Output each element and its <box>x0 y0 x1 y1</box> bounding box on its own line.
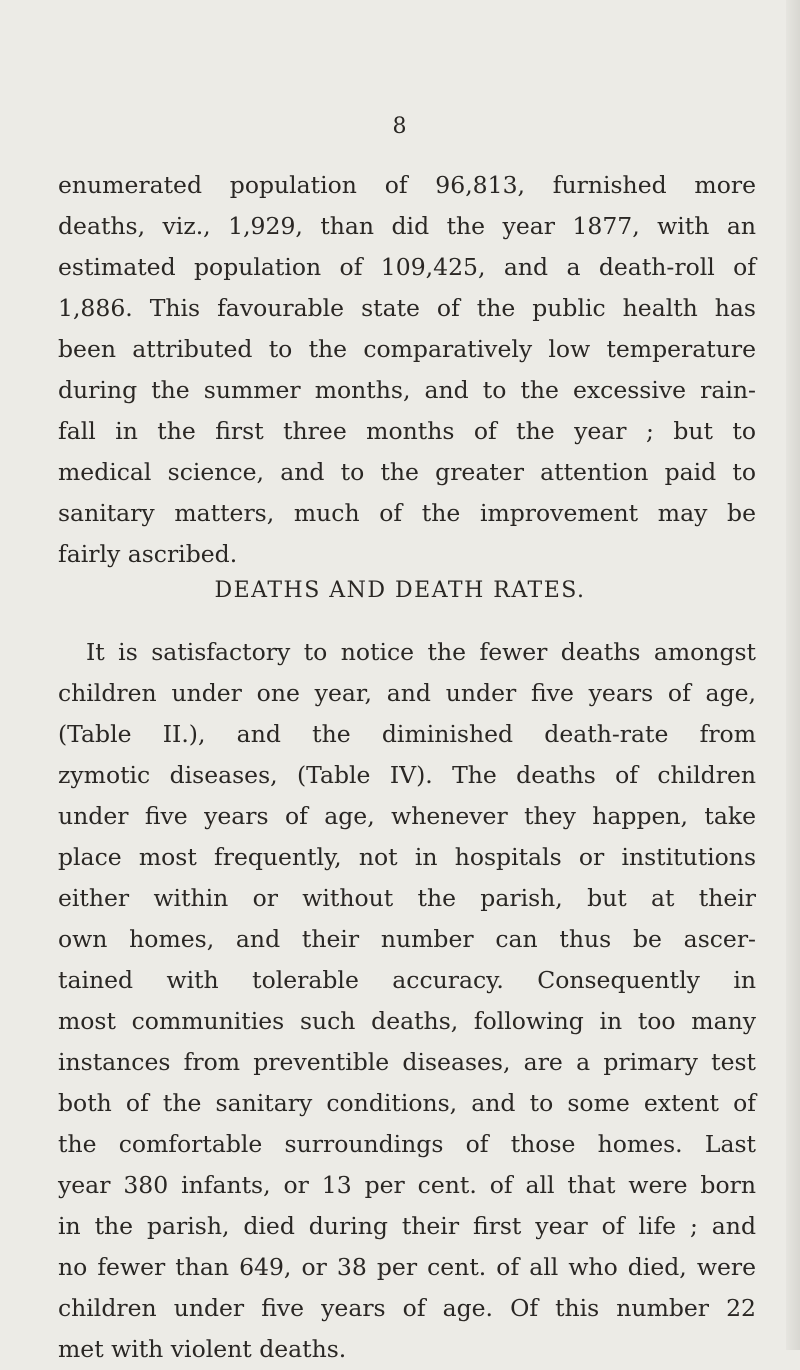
text-line: deaths, viz., 1,929, than did the year 1877, with an <box>58 212 756 240</box>
text-line: estimated population of 109,425, and a death-roll of <box>58 253 756 281</box>
text-line: sanitary matters, much of the improvement may be <box>58 499 756 527</box>
text-line: fairly ascribed. <box>58 540 238 568</box>
text-line: tained with tolerable accuracy. Consequently in <box>58 966 756 994</box>
text-line: children under one year, and under five years of age, <box>58 679 756 707</box>
text-line: enumerated population of 96,813, furnished more <box>58 171 756 199</box>
text-line: both of the sanitary conditions, and to some extent of <box>58 1089 756 1117</box>
page-number: 8 <box>392 114 408 139</box>
text-line: instances from preventible diseases, are a primary test <box>58 1048 756 1076</box>
text-line: It is satisfactory to notice the fewer deaths amongst <box>86 638 756 666</box>
text-line: no fewer than 649, or 38 per cent. of all who died, were <box>58 1253 756 1281</box>
text-line: place most frequently, not in hospitals or institutions <box>58 843 756 871</box>
section-heading: DEATHS AND DEATH RATES. <box>214 578 586 603</box>
text-line: most communities such deaths, following in too many <box>58 1007 756 1035</box>
text-line: children under five years of age. Of this number 22 <box>58 1294 756 1322</box>
text-line: met with violent deaths. <box>58 1335 347 1363</box>
text-line: (Table II.), and the diminished death-rate from <box>58 720 756 748</box>
text-line: in the parish, died during their first year of life ; and <box>58 1212 756 1240</box>
text-line: under five years of age, whenever they happen, take <box>58 802 756 830</box>
paragraph-1 <box>58 165 756 575</box>
text-line: during the summer months, and to the excessive rain- <box>58 376 756 404</box>
text-line: the comfortable surroundings of those homes. Last <box>58 1130 756 1158</box>
text-line: zymotic diseases, (Table IV). The deaths of children <box>58 761 756 789</box>
text-line: year 380 infants, or 13 per cent. of all that were born <box>58 1171 756 1199</box>
text-line: fall in the first three months of the year ; but to <box>58 417 756 445</box>
text-line: own homes, and their number can thus be ascer- <box>58 925 756 953</box>
text-line: 1,886. This favourable state of the public health has <box>58 294 756 322</box>
text-line: been attributed to the comparatively low temperature <box>58 335 756 363</box>
page-edge <box>786 0 800 1350</box>
text-line: medical science, and to the greater attention paid to <box>58 458 756 486</box>
paragraph-2 <box>58 632 756 1370</box>
text-line: either within or without the parish, but at their <box>58 884 756 912</box>
